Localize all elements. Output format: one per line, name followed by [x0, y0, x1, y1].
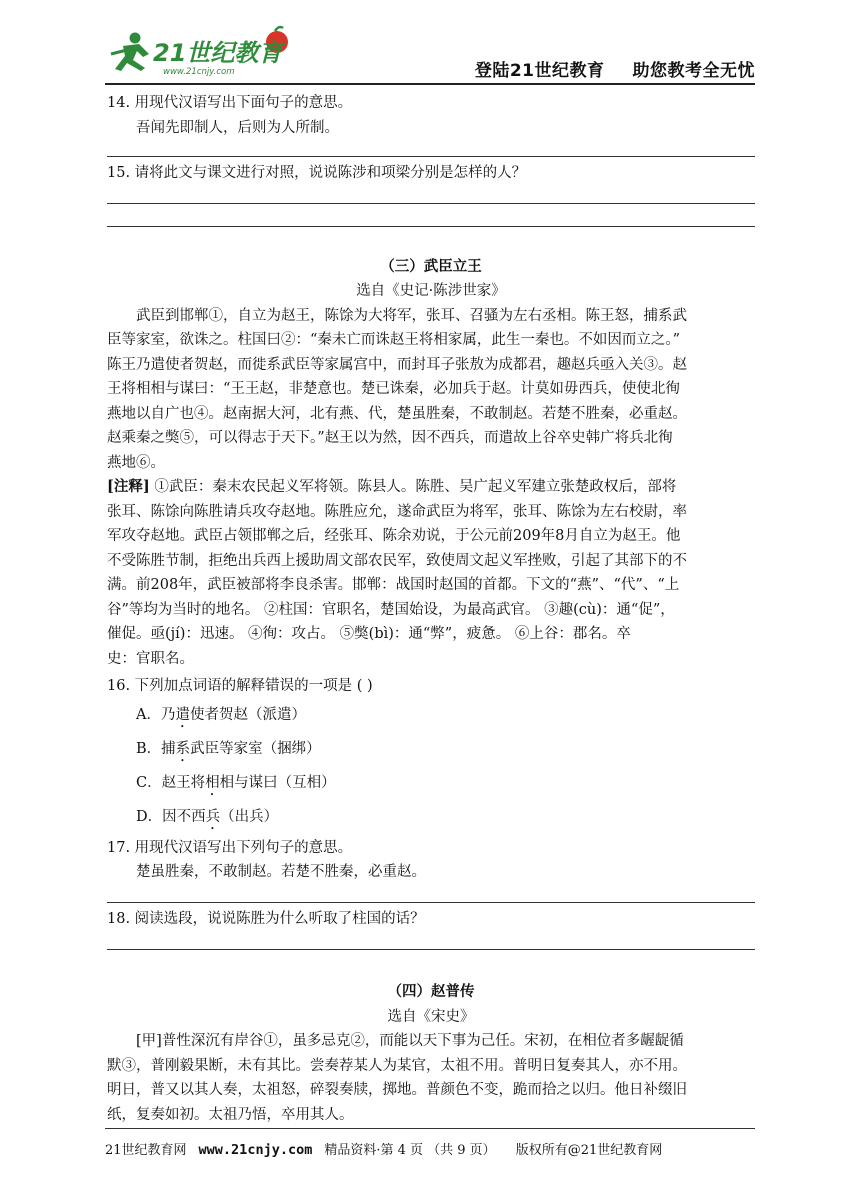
q16-prompt: 16. 下列加点词语的解释错误的一项是 ( )	[107, 678, 373, 694]
dotted-word: 系	[175, 740, 191, 757]
section3-title: （三）武臣立王	[380, 258, 482, 275]
annotation-line: 史：官职名。	[107, 650, 194, 667]
passage3-line: 陈王乃遣使者贺赵，而徙系武臣等家属宫中，而封耳子张敖为成都君，趣赵兵亟入关③。赵	[107, 356, 687, 373]
q14-prompt: 14. 用现代汉语写出下面句子的意思。	[107, 95, 353, 111]
section4-source: 选自《宋史》	[387, 1008, 475, 1025]
passage4-line: 明日，普又以其人奏，太祖怒，碎裂奏牍，掷地。普颜色不变，跪而拾之以归。他日补缀旧	[107, 1082, 687, 1098]
q14-sentence: 吾闻先即制人，后则为人所制。	[136, 119, 339, 136]
option-text: C．赵王将	[136, 774, 206, 791]
passage3-line: 王将相相与谋曰：“王王赵，非楚意也。楚已诛秦，必加兵于赵。计莫如毋西兵，使使北徇	[107, 381, 680, 397]
passage3-line: 赵乘秦之獘⑤，可以得志于天下。”赵王以为然，因不西兵，而遣故上谷卒史韩广将兵北徇	[107, 430, 673, 446]
slogan-login: 登陆21世纪教育	[474, 61, 605, 81]
passage4-line: 纸，复奏如初。太祖乃悟，卒用其人。	[107, 1106, 354, 1123]
option-text: A．乃	[136, 706, 176, 723]
dotted-word: 相	[205, 774, 220, 791]
passage3-line: 臣等家室，欲诛之。柱国曰②：“秦未亡而诛赵王将相家属，此生一秦也。不如因而立之。”	[107, 332, 681, 348]
annotation-line: 张耳、陈馀向陈胜请兵攻夺赵地。陈胜应允，遂命武臣为将军，张耳、陈馀为左右校尉，率	[107, 503, 687, 520]
q16-option-c[interactable]	[107, 771, 755, 799]
footer-rights: 版权所有@21世纪教育网	[515, 1143, 663, 1158]
q16-option-d[interactable]	[107, 805, 755, 833]
option-text: B．捕	[136, 740, 176, 757]
annotation-line	[107, 475, 755, 500]
option-text: 相与谋曰（互相）	[219, 774, 336, 791]
annotation-text: ①武臣：秦末农民起义军将领。陈县人。陈胜、吴广起义军建立张楚政权后，部将	[149, 479, 677, 495]
annotation-label: [注释]	[107, 478, 150, 495]
q17-prompt: 17. 用现代汉语写出下列句子的意思。	[107, 839, 353, 856]
q17-sentence: 楚虽胜秦，不敢制赵。若楚不胜秦，必重赵。	[136, 864, 426, 880]
passage4-line: [甲]普性深沉有岸谷①，虽多忌克②，而能以天下事为己任。宋初，在相位者多龌龊循	[136, 1033, 684, 1049]
annotation-line: 谷”等均为当时的地名。 ②柱国：官职名，楚国始设，为最高武官。 ③趣(cù)：通“促”，	[107, 601, 675, 618]
annotation-line: 不受陈胜节制，拒绝出兵西上援助周文部农民军，致使周文起义军挫败，引起了其部下的不	[107, 552, 687, 569]
dotted-word: 遣	[175, 706, 190, 723]
logo-text: 21世纪教育	[153, 39, 283, 67]
annotation-line: 满。前208年，武臣被部将李良杀害。邯郸：战国时赵国的首都。下文的“燕”、“代”、“上	[107, 577, 680, 593]
passage3-line: 燕地⑥。	[107, 454, 165, 471]
header-slogan	[475, 56, 755, 81]
passage3-line: 燕地以自广也④。赵南据大河，北有燕、代，楚虽胜秦，不敢制赵。若楚不胜秦，必重赵。	[107, 405, 687, 422]
footer-text	[105, 1139, 662, 1158]
option-text: （出兵）	[220, 808, 279, 825]
q16-option-a[interactable]	[107, 703, 755, 731]
logo-url: www.21cnjy.com	[163, 67, 235, 77]
header-divider	[105, 83, 755, 85]
page-footer	[105, 1128, 755, 1158]
q15-prompt: 15. 请将此文与课文进行对照，说说陈涉和项梁分别是怎样的人？	[107, 165, 527, 181]
q18-prompt: 18. 阅读选段，说说陈胜为什么听取了柱国的话？	[107, 910, 425, 927]
option-text: 武臣等家室（捆绑）	[190, 740, 321, 757]
page-header	[105, 24, 755, 84]
document-body	[107, 91, 755, 1127]
option-text: 使者贺赵（派遣）	[189, 706, 306, 723]
site-logo[interactable]	[105, 24, 305, 80]
footer-page-info: 精品资料·第 4 页 （共 9 页）	[324, 1143, 496, 1158]
runner-icon	[111, 33, 149, 72]
footer-brand: 21世纪教育网	[105, 1143, 187, 1158]
slogan-help: 助您教考全无忧	[632, 61, 755, 81]
option-text: D．因不西	[136, 808, 206, 825]
footer-site-link[interactable]: www.21cnjy.com	[198, 1142, 313, 1158]
section4-title: （四）赵普传	[387, 984, 475, 1000]
section3-source: 选自《史记·陈涉世家》	[356, 283, 506, 299]
q16-option-b[interactable]	[107, 737, 755, 765]
dotted-word: 兵	[205, 808, 221, 825]
passage4-line: 默③，普刚毅果断，未有其比。尝奏荐某人为某官，太祖不用。普明日复奏其人，亦不用。	[107, 1057, 687, 1074]
passage3-line: 武臣到邯郸①，自立为赵王，陈馀为大将军，张耳、召骚为左右丞相。陈王怒，捕系武	[136, 307, 687, 324]
annotation-line: 军攻夺赵地。武臣占领邯郸之后，经张耳、陈余劝说，于公元前209年8月自立为赵王。他	[107, 528, 681, 544]
annotation-line: 催促。亟(jí)：迅速。 ④徇：攻占。 ⑤獘(bì)：通“弊”，疲惫。 ⑥上谷：郡名。卒	[107, 626, 631, 642]
